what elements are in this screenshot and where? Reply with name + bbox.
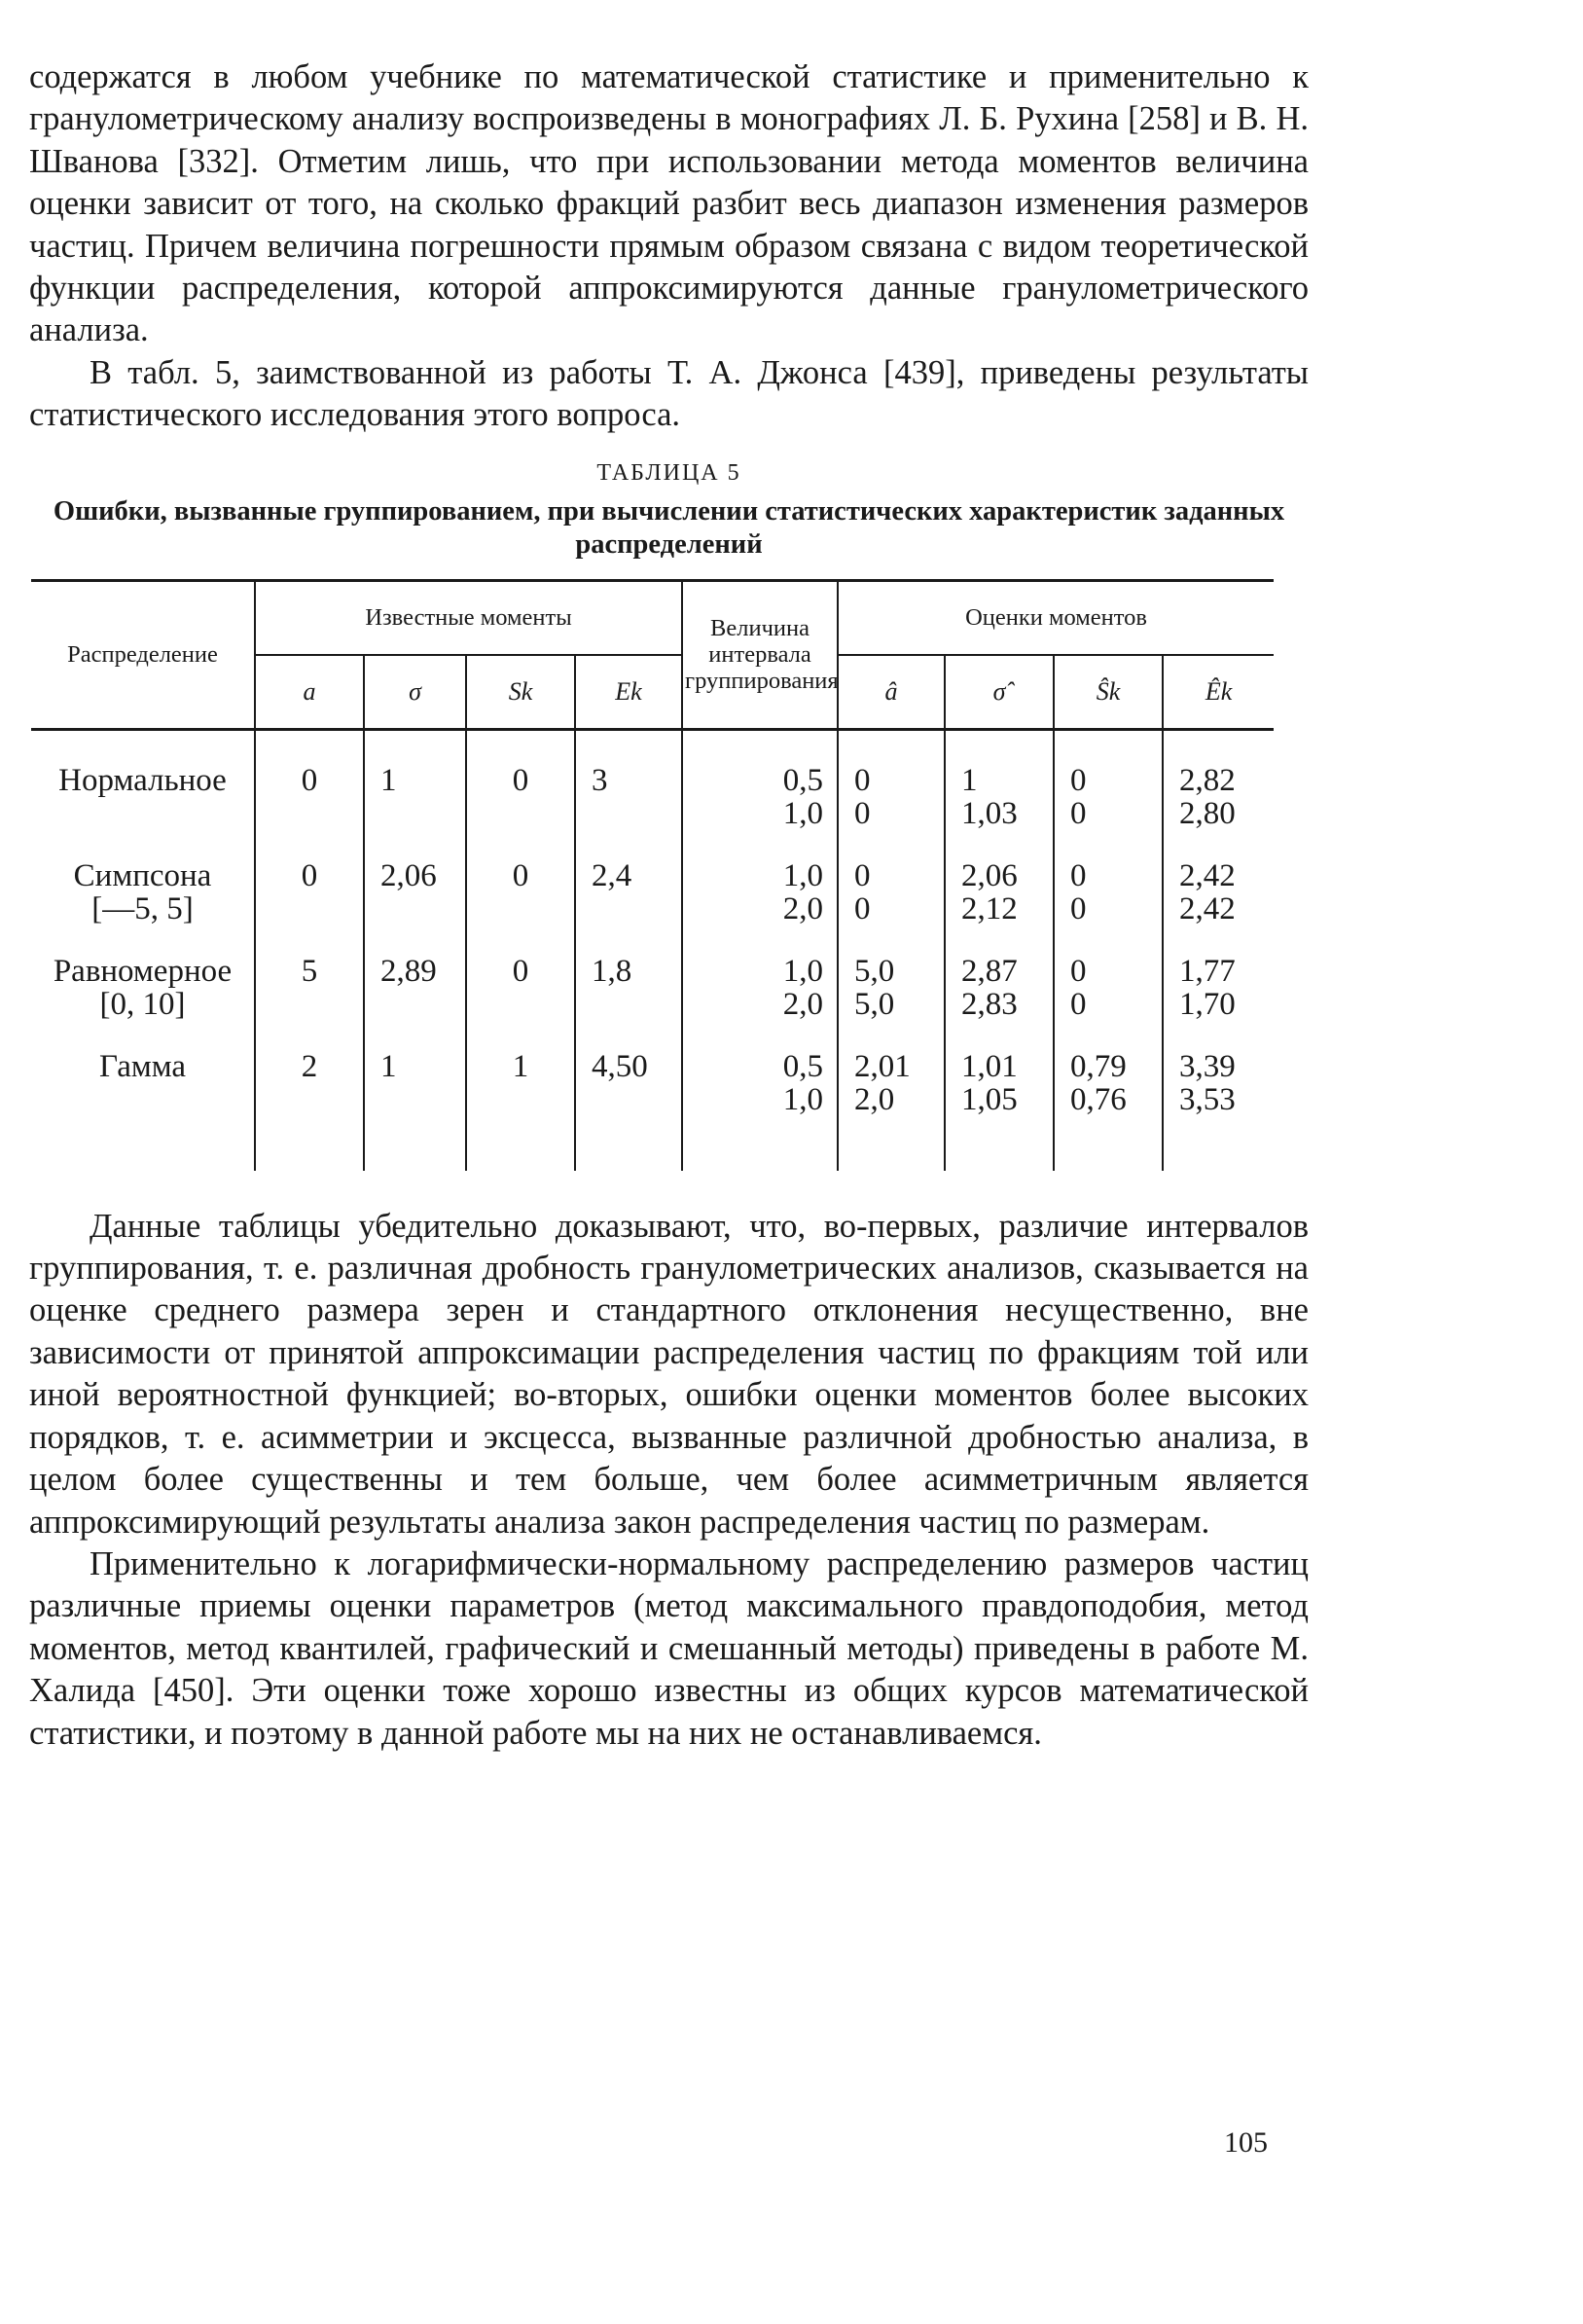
header-known-moments: Известные моменты [255, 580, 682, 655]
paragraph-table-reference: В табл. 5, заимствованной из работы Т. А. Джонса [439], приведены результаты статистического исследования этого вопроса. [29, 353, 1309, 434]
cell-sigma-hat: 2,87 2,83 [945, 955, 1054, 1050]
page-number: 105 [1224, 2126, 1268, 2159]
cell-distribution: Нормальное [58, 762, 227, 798]
cell-sk-hat: 0 0 [1054, 955, 1163, 1050]
page-content [29, 56, 1309, 1755]
cell-a: 2 [255, 1050, 364, 1171]
table-row [31, 1050, 1274, 1171]
table-row [31, 955, 1274, 1050]
header-ek-hat: Êk [1163, 655, 1274, 730]
cell-ek-hat: 2,42 2,42 [1163, 859, 1274, 955]
cell-a-hat: 0 0 [838, 859, 945, 955]
cell-sk-hat: 0 0 [1054, 859, 1163, 955]
cell-ek: 2,4 [575, 859, 682, 955]
header-sk: Sk [466, 655, 575, 730]
cell-sigma-hat: 1,01 1,05 [945, 1050, 1054, 1171]
cell-sigma: 1 [364, 1050, 466, 1171]
header-sigma: σ [364, 655, 466, 730]
cell-a-hat: 5,0 5,0 [838, 955, 945, 1050]
table-label: ТАБЛИЦА 5 [596, 459, 741, 486]
cell-ek: 4,50 [575, 1050, 682, 1171]
cell-sigma: 2,06 [364, 859, 466, 955]
cell-sigma: 1 [364, 729, 466, 859]
header-ek: Ek [575, 655, 682, 730]
cell-ek-hat: 2,82 2,80 [1163, 729, 1274, 859]
cell-a: 5 [255, 955, 364, 1050]
paragraph-lognormal: Применительно к логарифмически-нормальному распределению размеров частиц различные приемы оценки параметров (метод максимального правдоподобия, метод моментов, метод квантилей, графический и смешанный методы) приведены в работе М. Халида [450]. Эти оценки тоже хорошо известны из общих курсов математической статистики, и поэтому в данной работе мы на них не останавливаемся. [29, 1544, 1309, 1752]
cell-sk: 0 [466, 955, 575, 1050]
table-row [31, 859, 1274, 955]
cell-interval: 1,0 2,0 [682, 859, 838, 955]
header-interval: Величина интервала группирования [682, 580, 838, 729]
cell-ek: 1,8 [575, 955, 682, 1050]
cell-sk-hat: 0 0 [1054, 729, 1163, 859]
header-sk-hat: Ŝk [1054, 655, 1163, 730]
cell-interval: 1,0 2,0 [682, 955, 838, 1050]
cell-sigma-hat: 2,06 2,12 [945, 859, 1054, 955]
cell-a: 0 [255, 729, 364, 859]
header-sigma-hat: σ̂ [945, 655, 1054, 730]
cell-sigma: 2,89 [364, 955, 466, 1050]
table-caption: Ошибки, вызванные группированием, при вычислении статистических характеристик заданных распределений [53, 495, 1285, 560]
cell-a-hat: 0 0 [838, 729, 945, 859]
cell-distribution: Симпсона [—5, 5] [73, 857, 212, 926]
table-row [31, 729, 1274, 859]
cell-sk: 0 [466, 729, 575, 859]
cell-ek: 3 [575, 729, 682, 859]
cell-ek-hat: 3,39 3,53 [1163, 1050, 1274, 1171]
paragraph-conclusions: Данные таблицы убедительно доказывают, что, во-первых, различие интервалов группирования, т. е. различная дробность гранулометрических анализов, сказывается на оценке среднего размера зерен и стандартного отклонения несущественно, вне зависимости от принятой аппроксимации распределения частиц по фракциям той или иной вероятностной функцией; во-вторых, ошибки оценки моментов более высоких порядков, т. е. асимметрии и эксцесса, вызванные различной дробностью анализа, в целом более существенны и тем больше, чем более асимметричным является аппроксимирующий результаты анализа закон распределения частиц по размерам. [29, 1207, 1309, 1541]
header-distribution: Распределение [31, 580, 255, 729]
header-moment-estimates: Оценки моментов [838, 580, 1274, 655]
cell-sk-hat: 0,79 0,76 [1054, 1050, 1163, 1171]
cell-sk: 1 [466, 1050, 575, 1171]
header-a-hat: â [838, 655, 945, 730]
cell-distribution: Гамма [98, 1048, 187, 1084]
header-a: a [255, 655, 364, 730]
paragraph-intro-continuation: содержатся в любом учебнике по математической статистике и применительно к гранулометрическому анализу воспроизведены в монографиях Л. Б. Рухина [258] и В. Н. Шванова [332]. Отметим лишь, что при использовании метода моментов величина оценки зависит от того, на сколько фракций разбит весь диапазон изменения размеров частиц. Причем величина погрешности прямым образом связана с видом теоретической функции распределения, которой аппроксимируются данные гранулометрического анализа. [29, 58, 1309, 349]
cell-a: 0 [255, 859, 364, 955]
cell-distribution: Равномерное [0, 10] [53, 953, 233, 1022]
cell-sigma-hat: 1 1,03 [945, 729, 1054, 859]
cell-sk: 0 [466, 859, 575, 955]
cell-interval: 0,5 1,0 [682, 729, 838, 859]
grouping-errors-table [31, 579, 1274, 1171]
cell-interval: 0,5 1,0 [682, 1050, 838, 1171]
cell-ek-hat: 1,77 1,70 [1163, 955, 1274, 1050]
cell-a-hat: 2,01 2,0 [838, 1050, 945, 1171]
